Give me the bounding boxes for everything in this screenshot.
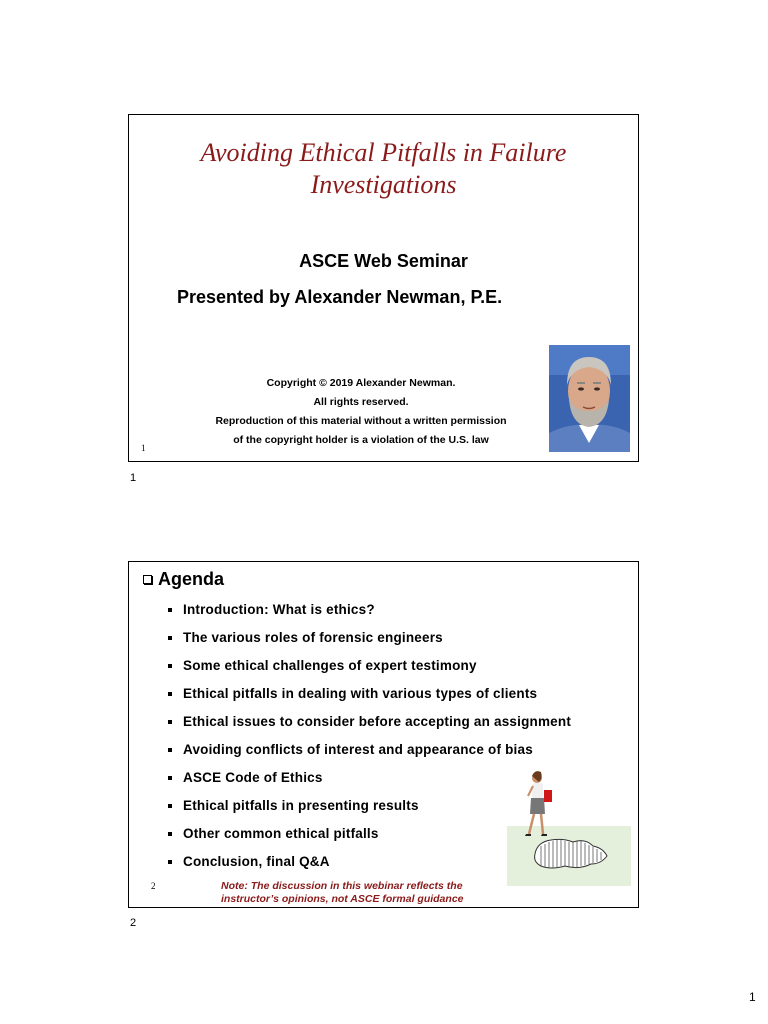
slide-number: 1 <box>141 443 146 453</box>
list-item-text: Other common ethical pitfalls <box>183 826 379 841</box>
slide-title <box>129 137 638 201</box>
list-item-text: Ethical pitfalls in presenting results <box>183 798 419 813</box>
slide-2 <box>128 561 639 908</box>
agenda-title: Agenda <box>158 569 225 589</box>
list-item <box>165 658 571 686</box>
title-line-1: Avoiding Ethical Pitfalls in Failure <box>200 138 567 167</box>
square-bullet-icon <box>168 748 172 752</box>
list-item <box>165 630 571 658</box>
copyright-notice <box>159 374 563 450</box>
square-bullet-icon <box>168 860 172 864</box>
note-line-1: Note: The discussion in this webinar reflects the <box>221 880 463 892</box>
copyright-line: All rights reserved. <box>313 396 409 408</box>
page-number: 1 <box>749 990 756 1004</box>
disclaimer-note <box>221 880 464 906</box>
list-item <box>165 742 571 770</box>
checkbox-bullet-icon <box>143 575 152 584</box>
list-item-text: Avoiding conflicts of interest and appearance of bias <box>183 742 533 757</box>
square-bullet-icon <box>168 832 172 836</box>
slide-label-1: 1 <box>130 472 137 484</box>
copyright-line: Reproduction of this material without a written permission <box>215 415 507 427</box>
list-item-text: The various roles of forensic engineers <box>183 630 443 645</box>
presenter-photo <box>549 345 630 452</box>
list-item-text: ASCE Code of Ethics <box>183 770 323 785</box>
presenter-label: Presented by Alexander Newman, P.E. <box>177 287 503 307</box>
note-line-2: instructor’s opinions, not ASCE formal guidance <box>221 893 464 905</box>
square-bullet-icon <box>168 776 172 780</box>
list-item <box>165 714 571 742</box>
list-item <box>165 602 571 630</box>
square-bullet-icon <box>168 692 172 696</box>
square-bullet-icon <box>168 804 172 808</box>
list-item-text: Conclusion, final Q&A <box>183 854 330 869</box>
list-item-text: Some ethical challenges of expert testimony <box>183 658 477 673</box>
seminar-label: ASCE Web Seminar <box>299 251 468 271</box>
list-item-text: Introduction: What is ethics? <box>183 602 375 617</box>
list-item-text: Ethical pitfalls in dealing with various types of clients <box>183 686 538 701</box>
list-item <box>165 686 571 714</box>
square-bullet-icon <box>168 720 172 724</box>
woman-stepping-over-pit-illustration <box>507 768 631 886</box>
slide-1 <box>128 114 639 462</box>
copyright-line: of the copyright holder is a violation of the U.S. law <box>233 434 489 446</box>
square-bullet-icon <box>168 636 172 640</box>
copyright-line: Copyright © 2019 Alexander Newman. <box>266 377 456 389</box>
title-line-2: Investigations <box>310 170 457 199</box>
slide-number: 2 <box>151 881 156 891</box>
agenda-heading <box>143 569 224 590</box>
list-item-text: Ethical issues to consider before accepting an assignment <box>183 714 572 729</box>
square-bullet-icon <box>168 608 172 612</box>
square-bullet-icon <box>168 664 172 668</box>
slide-label-2: 2 <box>130 917 137 929</box>
